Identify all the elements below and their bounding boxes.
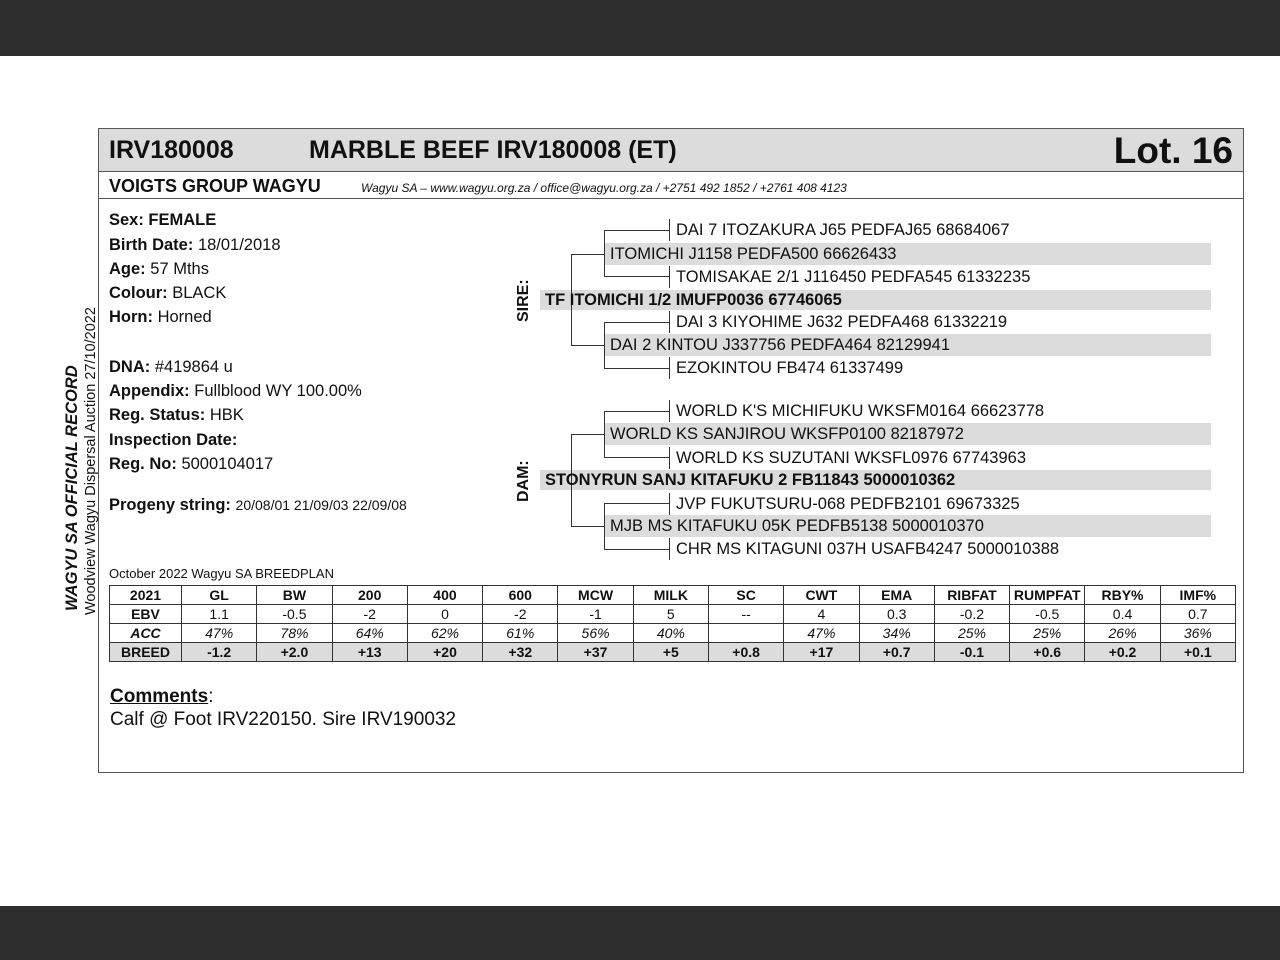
dam-dam-sire: JVP FUKUTSURU-068 PEDFB2101 69673325 bbox=[676, 495, 1020, 513]
ebv-cell: -1 bbox=[558, 605, 633, 624]
ebv-cell: 4 bbox=[784, 605, 859, 624]
contact-line: Wagyu SA – www.wagyu.org.za / office@wagyu.org.za / +2751 492 1852 / +2761 408 4123 bbox=[361, 181, 847, 195]
dam-label: DAM: bbox=[515, 460, 532, 502]
acc-cell: 25% bbox=[1010, 624, 1085, 643]
header-cell: EMA bbox=[859, 586, 934, 605]
ss-bracket-bottom bbox=[604, 276, 669, 277]
animal-id: IRV180008 bbox=[109, 136, 234, 164]
breed-cell: +0.2 bbox=[1085, 643, 1160, 662]
comments-text: Calf @ Foot IRV220150. Sire IRV190032 bbox=[110, 709, 457, 730]
breed-cell: BREED bbox=[110, 643, 182, 662]
colour-value: BLACK bbox=[172, 284, 227, 302]
breedplan-acc-row bbox=[110, 624, 1236, 643]
header-cell: RUMPFAT bbox=[1010, 586, 1085, 605]
bottom-dark-band bbox=[0, 906, 1280, 960]
dam-sire-dam: WORLD KS SUZUTANI WKSFL0976 67743963 bbox=[676, 449, 1026, 467]
ebv-cell: 1.1 bbox=[182, 605, 257, 624]
sdd-tick bbox=[669, 357, 670, 379]
ss-bracket bbox=[604, 230, 605, 276]
sd-bracket-top bbox=[604, 322, 669, 323]
breed-cell: +0.8 bbox=[708, 643, 783, 662]
breed-cell: +20 bbox=[407, 643, 482, 662]
ss-bracket-top bbox=[604, 230, 669, 231]
sd-bracket-bottom bbox=[604, 368, 669, 369]
header-cell: IMF% bbox=[1160, 586, 1235, 605]
acc-cell: 36% bbox=[1160, 624, 1235, 643]
breedplan-header-row bbox=[110, 586, 1236, 605]
breed-cell: +32 bbox=[483, 643, 558, 662]
acc-cell: 25% bbox=[934, 624, 1009, 643]
sire-bracket-top bbox=[571, 254, 604, 255]
header-cell: RBY% bbox=[1085, 586, 1160, 605]
ds-bracket bbox=[604, 411, 605, 457]
birth-value: 18/01/2018 bbox=[197, 236, 281, 254]
ebv-cell: 0.7 bbox=[1160, 605, 1235, 624]
inspection-label: Inspection Date: bbox=[109, 431, 238, 449]
breed-cell: +0.1 bbox=[1160, 643, 1235, 662]
lot-number: Lot. 16 bbox=[1113, 130, 1233, 171]
header-cell: 600 bbox=[483, 586, 558, 605]
ebv-cell: -2 bbox=[332, 605, 407, 624]
acc-cell: 47% bbox=[784, 624, 859, 643]
header-cell: SC bbox=[708, 586, 783, 605]
ebv-cell: -0.5 bbox=[257, 605, 332, 624]
breedplan-table bbox=[109, 585, 1236, 662]
sex-label: Sex: FEMALE bbox=[109, 211, 217, 229]
breed-cell: +0.6 bbox=[1010, 643, 1085, 662]
header-cell: CWT bbox=[784, 586, 859, 605]
dna-value: #419864 u bbox=[154, 358, 233, 376]
lot-card bbox=[63, 128, 1244, 773]
ebv-cell: -2 bbox=[483, 605, 558, 624]
sd-bracket bbox=[604, 322, 605, 368]
ebv-cell: 0 bbox=[407, 605, 482, 624]
acc-cell: 34% bbox=[859, 624, 934, 643]
breedplan-ebv-row bbox=[110, 605, 1236, 624]
breed-cell: +13 bbox=[332, 643, 407, 662]
acc-cell: 56% bbox=[558, 624, 633, 643]
breed-cell: +37 bbox=[558, 643, 633, 662]
sire-sire-dam: TOMISAKAE 2/1 J116450 PEDFA545 61332235 bbox=[676, 268, 1031, 286]
horn-value: Horned bbox=[157, 308, 212, 326]
acc-cell: 26% bbox=[1085, 624, 1160, 643]
ebv-cell: 0.4 bbox=[1085, 605, 1160, 624]
breedplan-breed-row bbox=[110, 643, 1236, 662]
breeder-name: VOIGTS GROUP WAGYU bbox=[109, 176, 321, 196]
breedplan-title: October 2022 Wagyu SA BREEDPLAN bbox=[109, 566, 334, 581]
acc-cell: 64% bbox=[332, 624, 407, 643]
colour-label: Colour: bbox=[109, 284, 168, 302]
sire-sire: ITOMICHI J1158 PEDFA500 66626433 bbox=[610, 245, 897, 263]
sire-dam-dam: EZOKINTOU FB474 61337499 bbox=[676, 359, 904, 377]
sire-name: TF ITOMICHI 1/2 IMUFP0036 67746065 bbox=[545, 291, 842, 309]
header-cell: MCW bbox=[558, 586, 633, 605]
official-record-label: WAGYU SA OFFICIAL RECORD bbox=[63, 365, 81, 611]
dam-sire-sire: WORLD K'S MICHIFUKU WKSFM0164 66623778 bbox=[676, 402, 1045, 420]
dam-sire: WORLD KS SANJIROU WKSFP0100 82187972 bbox=[610, 425, 964, 443]
age-label: Age: bbox=[109, 260, 146, 278]
dd-bracket-bottom bbox=[604, 549, 669, 550]
sire-sire-sire: DAI 7 ITOZAKURA J65 PEDFAJ65 68684067 bbox=[676, 221, 1010, 239]
ssd-tick bbox=[669, 266, 670, 288]
reg-no-label: Reg. No: bbox=[109, 455, 177, 473]
dam-dam-dam: CHR MS KITAGUNI 037H USAFB4247 5000010388 bbox=[676, 540, 1060, 558]
ds-bracket-top bbox=[604, 411, 669, 412]
ebv-cell: EBV bbox=[110, 605, 182, 624]
acc-cell: 78% bbox=[257, 624, 332, 643]
header-cell: MILK bbox=[633, 586, 708, 605]
horn-label: Horn: bbox=[109, 308, 153, 326]
header-cell: 2021 bbox=[110, 586, 182, 605]
sire-dam-sire: DAI 3 KIYOHIME J632 PEDFA468 61332219 bbox=[676, 313, 1008, 331]
header-cell: GL bbox=[182, 586, 257, 605]
auction-label: Woodview Wagyu Dispersal Auction 27/10/2022 bbox=[83, 307, 99, 615]
ds-bracket-bottom bbox=[604, 457, 669, 458]
acc-cell: 47% bbox=[182, 624, 257, 643]
appendix-value: Fullblood WY 100.00% bbox=[194, 382, 362, 400]
acc-cell: 40% bbox=[633, 624, 708, 643]
dam-bracket-top bbox=[571, 434, 604, 435]
top-dark-band bbox=[0, 0, 1280, 56]
dd-bracket-top bbox=[604, 503, 669, 504]
breed-cell: +5 bbox=[633, 643, 708, 662]
acc-cell: 62% bbox=[407, 624, 482, 643]
comments-label: Comments bbox=[110, 686, 209, 707]
comments-label-row: Comments: bbox=[110, 686, 214, 707]
reg-status-label: Reg. Status: bbox=[109, 406, 206, 424]
age-value: 57 Mths bbox=[150, 260, 209, 278]
ebv-cell: 5 bbox=[633, 605, 708, 624]
ddd-tick bbox=[669, 538, 670, 560]
ebv-cell: -0.2 bbox=[934, 605, 1009, 624]
progeny-value: 20/08/01 21/09/03 22/09/08 bbox=[235, 497, 407, 513]
dam-name: STONYRUN SANJ KITAFUKU 2 FB11843 5000010362 bbox=[545, 471, 956, 489]
ebv-cell: 0.3 bbox=[859, 605, 934, 624]
header-cell: RIBFAT bbox=[934, 586, 1009, 605]
pedigree-tree bbox=[99, 129, 1243, 772]
ebv-cell: -- bbox=[708, 605, 783, 624]
dam-bracket-bottom bbox=[571, 526, 604, 527]
sss-tick bbox=[669, 219, 670, 241]
header-cell: 400 bbox=[407, 586, 482, 605]
breed-cell: +2.0 bbox=[257, 643, 332, 662]
sds-tick bbox=[669, 311, 670, 333]
appendix-label: Appendix: bbox=[109, 382, 190, 400]
ebv-cell: -0.5 bbox=[1010, 605, 1085, 624]
reg-status-value: HBK bbox=[209, 406, 244, 424]
breed-cell: -0.1 bbox=[934, 643, 1009, 662]
acc-cell bbox=[708, 624, 783, 643]
dna-label: DNA: bbox=[109, 358, 151, 376]
header-cell: 200 bbox=[332, 586, 407, 605]
acc-cell: ACC bbox=[110, 624, 182, 643]
header-cell: BW bbox=[257, 586, 332, 605]
sire-bracket-bottom bbox=[571, 345, 604, 346]
acc-cell: 61% bbox=[483, 624, 558, 643]
reg-no-value: 5000104017 bbox=[181, 455, 274, 473]
progeny-label: Progeny string: bbox=[109, 496, 231, 514]
breed-cell: +0.7 bbox=[859, 643, 934, 662]
sire-label: SIRE: bbox=[515, 279, 532, 322]
breed-cell: -1.2 bbox=[182, 643, 257, 662]
breed-cell: +17 bbox=[784, 643, 859, 662]
sire-dam: DAI 2 KINTOU J337756 PEDFA464 82129941 bbox=[610, 336, 950, 354]
birth-label: Birth Date: bbox=[109, 236, 194, 254]
dam-dam: MJB MS KITAFUKU 05K PEDFB5138 5000010370 bbox=[610, 517, 984, 535]
dd-bracket bbox=[604, 503, 605, 549]
dsd-tick bbox=[669, 447, 670, 469]
animal-name: MARBLE BEEF IRV180008 (ET) bbox=[309, 136, 677, 164]
dss-tick bbox=[669, 400, 670, 422]
dds-tick bbox=[669, 493, 670, 515]
